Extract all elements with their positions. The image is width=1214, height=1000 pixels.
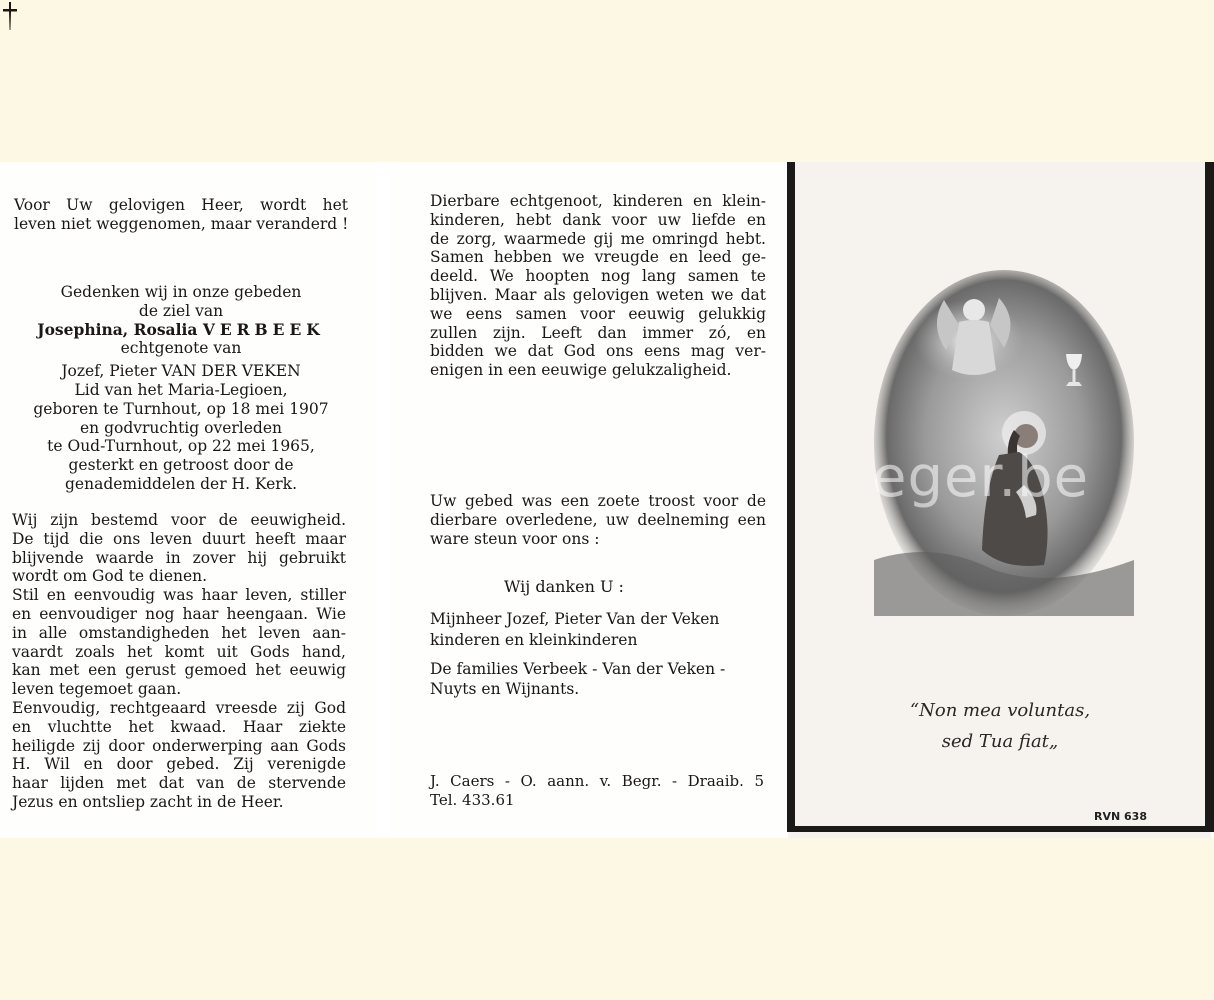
- body-line: H. Wil en door gebed. Zij verenigde: [12, 755, 346, 774]
- deceased-name: [14, 321, 348, 340]
- bio-line: Jozef, Pieter VAN DER VEKEN: [61, 362, 301, 381]
- body-line: wordt om God te dienen.: [12, 567, 208, 586]
- card-code: RVN 638: [1094, 810, 1147, 823]
- message-line: deeld. We hoopten nog lang samen te: [430, 267, 766, 286]
- message-line: Dierbare echtgenoot, kinderen en klein-: [430, 192, 766, 210]
- body-line: haar lijden met dat van de stervende: [12, 774, 346, 793]
- latin-quote-line: sed Tua fiat„: [941, 731, 1059, 752]
- devotional-image: [874, 270, 1134, 616]
- bio-line: Lid van het Maria-Legioen,: [74, 380, 288, 399]
- gebed-line: ware steun voor ons :: [430, 529, 600, 548]
- bio-line: gesterkt en getroost door de: [68, 456, 294, 475]
- printer-line: J. Caers - O. aann. v. Begr. - Draaib. 5: [430, 772, 764, 790]
- body-line: in alle omstandigheden het leven aan-: [12, 623, 346, 642]
- message-line: de zorg, waarmede gij me omringd hebt.: [430, 229, 766, 248]
- body-line: Eenvoudig, rechtgeaard vreesde zij God: [12, 698, 346, 717]
- body-line: leven tegemoet gaan.: [12, 680, 182, 699]
- message-line: we eens samen voor eeuwig gelukkig: [430, 304, 766, 323]
- verse: [14, 196, 348, 234]
- watermark: eger.be: [872, 445, 1090, 510]
- body-line: kan met een gerust gemoed het eeuwig: [12, 661, 346, 680]
- signer-line: Nuyts en Wijnants.: [430, 680, 580, 699]
- message-line: enigen in een eeuwige gelukzaligheid.: [430, 361, 732, 380]
- bio-line: te Oud-Turnhout, op 22 mei 1965,: [47, 437, 315, 456]
- bio-line: en godvruchtig overleden: [80, 418, 282, 437]
- message-line: blijven. Maar als gelovigen weten we dat: [430, 285, 766, 304]
- verse-line: Voor Uw gelovigen Heer, wordt het: [14, 196, 348, 214]
- signer-line: Mijnheer Jozef, Pieter Van der Veken: [430, 610, 720, 628]
- intro-line: Gedenken wij in onze gebeden: [60, 283, 302, 301]
- first-names: Josephina, Rosalia: [37, 319, 198, 339]
- body-line: Stil en eenvoudig was haar leven, stiller: [12, 586, 346, 605]
- gebed-line: dierbare overledene, uw deelneming een: [430, 510, 766, 529]
- reflection-text: [12, 511, 346, 812]
- body-line: Jezus en ontsliep zacht in de Heer.: [12, 792, 284, 811]
- message-line: kinderen, hebt dank voor uw liefde en: [430, 210, 766, 229]
- message-line: bidden we dat God ons eens mag ver-: [430, 342, 766, 361]
- bio-line: genademiddelen der H. Kerk.: [65, 474, 297, 493]
- mourning-border-right: [1205, 162, 1214, 832]
- body-line: en eenvoudiger nog haar heengaan. Wie: [12, 604, 346, 623]
- message-line: zullen zijn. Leeft dan immer zó, en: [430, 323, 766, 342]
- body-line: Wij zijn bestemd voor de eeuwigheid.: [12, 511, 346, 529]
- bio-line: geboren te Turnhout, op 18 mei 1907: [33, 399, 329, 418]
- we-thank-you: Wij danken U :: [504, 577, 624, 596]
- mourning-border-left: [787, 162, 795, 832]
- bio-line: echtgenote van: [120, 339, 242, 358]
- signer-line: De families Verbeek - Van der Veken -: [430, 659, 726, 678]
- body-line: vaardt zoals het komt uit Gods hand,: [12, 642, 346, 661]
- signers: [430, 610, 750, 701]
- body-line: blijvende waarde in zover hij gebruikt: [12, 548, 346, 567]
- family-message: [430, 192, 766, 380]
- intro-line: de ziel van: [138, 301, 224, 320]
- signer-line: kinderen en kleinkinderen: [430, 630, 638, 649]
- mourning-border-bottom: [787, 826, 1214, 832]
- message-line: Samen hebben we vreugde en leed ge-: [430, 248, 766, 267]
- body-line: en vluchtte het kwaad. Haar ziekte: [12, 717, 346, 736]
- body-line: De tijd die ons leven duurt heeft maar: [12, 529, 346, 548]
- printer-line: Tel. 433.61: [430, 790, 515, 809]
- body-line: heiligde zij door onderwerping aan Gods: [12, 736, 346, 755]
- verse-line: leven niet weggenomen, maar veranderd !: [14, 214, 349, 233]
- intro-block: [14, 283, 348, 494]
- gebed-line: Uw gebed was een zoete troost voor de: [430, 492, 766, 510]
- surname: VERBEEK: [202, 319, 325, 339]
- prayer-thanks: [430, 492, 766, 548]
- cross-icon: [0, 0, 20, 32]
- latin-quote-line: “Non mea voluntas,: [909, 700, 1091, 721]
- printer-info: [430, 772, 764, 810]
